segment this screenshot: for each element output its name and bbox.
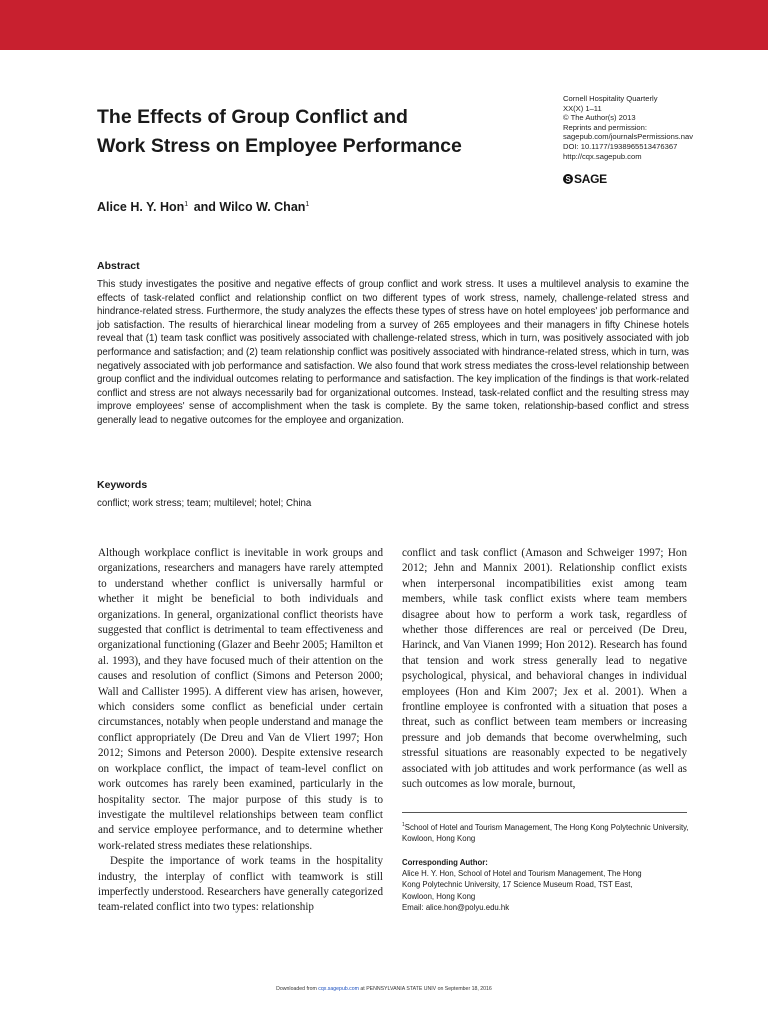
abstract-text: This study investigates the positive and negative effects of group conflict and work stress. It uses a multilevel analysis to examine the effects of task-related conflict and relationship conflict on two different types of work stress, namely, challenge-related stress and hindrance-related stress. Furthermore, the study analyzes the effects these types of stress have on hotel employees' job performance and job satisfaction. The results of hierarchical linear modeling from a survey of 265 employees and their managers in fifty Chinese hotels reveal that (1) team task conflict was positively associated with challenge-related stress, which in turn, was positively associated with job performance and satisfaction; and (2) team relationship conflict was positively associated with hindrance-related stress, which in turn, was negatively associated with job performance and satisfaction. We also found that work stress mediates the cross-level relationship between group conflict and the individual outcomes relating to performance and satisfaction. The key implication of the findings is that work-related conflict and stress are not always necessarily bad for organizational outcomes. Instead, task-related conflict and the resulting stress may improve employees' sense of accomplishment when the task is complete. By the same token, relationship-based conflict and stress generally lead to negative outcomes for the employee and organization. [97,279,689,426]
body-column-left [98,546,383,916]
keywords-text: conflict; work stress; team; multilevel; hotel; China [97,498,312,509]
permissions-link[interactable]: sagepub.com/journalsPermissions.nav [563,132,694,142]
body-paragraph-3: conflict and task conflict (Amason and Schweiger 1997; Hon 2012; Jehn and Mannix 2001). Relationship conflict exists when interpersonal incompatibilities exist among team members, while task conflict exists where team members disagree about how to perform a work task, regardless of whether those differences are real or perceived (De Dreu, Harinck, and Van Vianen 1999; Hon 2012). Research has found that tension and work stress generally lead to negative psychological, physical, and behavioral changes in individual employees (Hon and Kim 2007; Jex et al. 2001). When a frontline employee is confronted with a situation that poses a threat, such as conflict between team members or increasing pressure and job demands that become overwhelming, such stressful situations are reasonably expected to be negatively associated with job attitudes and work performance (as well as such outcomes as low morale, burnout, [402,547,687,791]
article-title [97,103,547,161]
corresponding-line-2: Kong Polytechnic University, 17 Science Museum Road, TST East, [402,880,633,890]
author-1-affil: 1 [184,201,189,208]
sage-logo [563,172,607,186]
corresponding-heading: Corresponding Author: [402,858,488,867]
affiliation-footnote [402,820,692,844]
affiliation-text: School of Hotel and Tourism Management, The Hong Kong Polytechnic University, Kowloon, Hong Kong [402,823,689,844]
corresponding-line-3: Kowloon, Hong Kong [402,891,476,901]
doi[interactable]: DOI: 10.1177/1938965513476367 [563,141,678,151]
sage-logo-text: SAGE [574,172,607,186]
keywords-heading: Keywords [97,479,148,491]
title-line-2: Work Stress on Employee Performance [97,135,462,157]
author-line [97,200,311,214]
corresponding-line-1: Alice H. Y. Hon, School of Hotel and Tourism Management, The Hong [402,869,642,879]
body-paragraph-1: Although workplace conflict is inevitable in work groups and organizations, researchers and managers have rarely attempted to understand whether conflict is universally harmful or whether it might be beneficial to both individuals and organizations. In general, organizational conflict theorists have suggested that conflict is detrimental to team effectiveness and organizational functioning (Glazer and Beehr 2005; Hamilton et al. 1993), and they have focused much of their attention on the causes and resolution of conflict (Simons and Peterson 2000; Wall and Callister 1995). A different view has arisen, however, which considers some conflict as beneficial under certain circumstances, notably when people understand and manage the conflict appropriately (De Dreu and Van de Vliert 1997; Hon 2012; Simons and Peterson 2000). Despite extensive research on workplace conflict, the impact of team-level conflict on work outcomes has rarely been examined, particularly in the hospitality sector. The major purpose of this study is to investigate the multilevel relationships between team conflict and service employee performance, and to determine whether work-related stress mediates these relationships. [98,547,383,852]
sage-circle-icon: S [563,174,573,184]
author-2-name: Wilco W. Chan [219,200,306,214]
journal-url[interactable]: http://cqx.sagepub.com [563,151,642,161]
footnote-divider [402,812,687,813]
body-column-right [402,546,687,793]
title-line-1: The Effects of Group Conflict and [97,106,408,128]
corresponding-author [402,857,692,913]
body-paragraph-2: Despite the importance of work teams in the hospitality industry, the interplay of conflict with teamwork is still imperfectly understood. Researchers have generally categorized team-related conflict into two types: relationship [98,855,383,914]
abstract-heading: Abstract [97,260,140,272]
journal-volume: XX(X) 1–11 [563,103,602,113]
author-2-affil: 1 [305,201,310,208]
copyright: © The Author(s) 2013 [563,113,636,123]
authors-joiner: and [193,200,216,214]
affiliation-mark: 1 [402,822,405,828]
download-notice [0,986,768,992]
corresponding-email[interactable]: Email: alice.hon@polyu.edu.hk [402,902,510,912]
journal-name: Cornell Hospitality Quarterly [563,94,658,103]
header-color-bar [0,0,768,50]
download-prefix: Downloaded from [276,986,317,992]
download-link[interactable]: cqx.sagepub.com [318,986,359,992]
reprints-label: Reprints and permission: [563,122,647,132]
journal-meta [563,94,763,161]
download-suffix: at PENNSYLVANIA STATE UNIV on September 18, 2016 [360,986,492,992]
author-1-name: Alice H. Y. Hon [97,200,185,214]
